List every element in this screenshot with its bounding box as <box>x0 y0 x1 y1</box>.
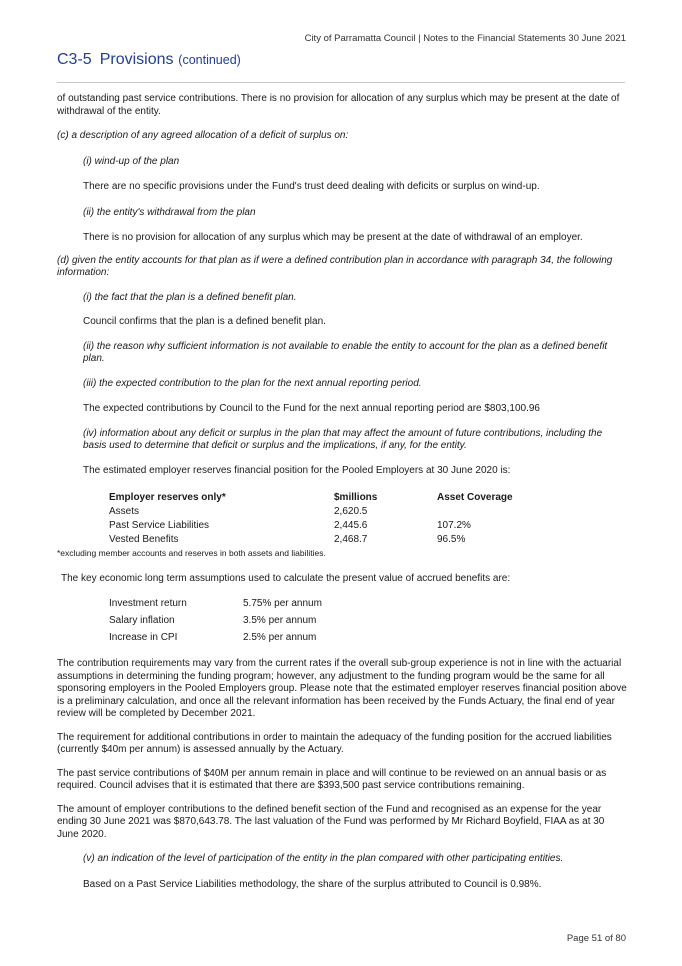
page-number: Page 51 of 80 <box>566 933 626 944</box>
item-text-c-i: There are no specific provisions under the Fund's trust deed dealing with deficits or surplus on wind-up. <box>83 181 540 192</box>
table-cell: Investment return <box>109 598 187 610</box>
item-text-d-iv: The estimated employer reserves financial position for the Pooled Employers at 30 June 2020 is: <box>83 464 511 476</box>
paragraph: The amount of employer contributions to the defined benefit section of the Fund and recognised as an expense for the year ending 30 June 2021 was $870,643.78. The last valuation of the Fund was performed by Mr Richard Boyfield, FIAA as at 30 June 2020. <box>57 803 605 840</box>
table-row <box>109 519 513 533</box>
table-cell: 5.75% per annum <box>243 598 322 610</box>
item-heading-d-v: (v) an indication of the level of participation of the entity in the plan compared with other participating entities. <box>83 853 564 864</box>
assumptions-intro: The key economic long term assumptions used to calculate the present value of accrued benefits are: <box>61 572 511 584</box>
table-cell: Salary inflation <box>109 615 175 627</box>
assumptions-table <box>109 596 322 647</box>
item-heading-d-iv: (iv) information about any deficit or surplus in the plan that may affect the amount of future contributions, including the basis used to determine that deficit or surplus and the implications, if any, for the entity. <box>83 427 603 451</box>
item-heading-c-ii: (ii) the entity's withdrawal from the plan <box>83 206 256 218</box>
table-cell: 3.5% per annum <box>243 615 317 627</box>
table-cell: 2,445.6 <box>334 519 368 531</box>
item-text-d-iii: The expected contributions by Council to the Fund for the next annual reporting period are $803,100.96 <box>83 403 540 414</box>
table-row <box>109 596 322 613</box>
employer-reserves-table <box>109 491 513 547</box>
table-row <box>109 630 322 647</box>
paragraph: The contribution requirements may vary from the current rates if the overall sub-group experience is not in line with the actuarial assumptions in determining the funding program; however, any adjustment to the funding program would be the same for all sponsoring employers in the Pooled Employers group. Please note that the estimated employer reserves financial position above is a preliminary calculation, and once all the relevant information has been received by the Funds Actuary, the final end of year review will be completed by December 2021. <box>57 658 627 719</box>
item-text-d-v: Based on a Past Service Liabilities methodology, the share of the surplus attributed to Council is 0.98%. <box>83 878 542 890</box>
table-cell: Increase in CPI <box>109 632 178 644</box>
item-heading-d-ii: (ii) the reason why sufficient information is not available to enable the entity to account for the plan as a defined benefit plan. <box>83 340 608 364</box>
item-text-c-ii: There is no provision for allocation of any surplus which may be present at the date of withdrawal of an employer. <box>83 232 583 243</box>
title-divider <box>57 82 625 83</box>
table-cell <box>437 505 513 519</box>
item-heading-d-iii: (iii) the expected contribution to the plan for the next annual reporting period. <box>83 377 422 389</box>
table-row <box>109 613 322 630</box>
section-continued: (continued) <box>178 53 241 67</box>
table-cell: Assets <box>109 505 140 517</box>
table-cell: 96.5% <box>437 533 466 545</box>
item-heading-c-i: (i) wind-up of the plan <box>83 155 180 167</box>
section-code: C3-5 <box>57 51 92 68</box>
item-text-d-i: Council confirms that the plan is a defined benefit plan. <box>83 316 326 327</box>
table-footnote: *excluding member accounts and reserves in both assets and liabilities. <box>57 548 326 558</box>
table-row <box>109 533 513 547</box>
subsection-heading-d: (d) given the entity accounts for that plan as if were a defined contribution plan in accordance with paragraph 34, the following information: <box>57 254 613 278</box>
document-body <box>57 93 627 891</box>
subsection-heading-c: (c) a description of any agreed allocation of a deficit of surplus on: <box>57 130 349 141</box>
table-header-row <box>109 491 513 505</box>
column-header: $millions <box>334 491 378 503</box>
section-title <box>57 51 241 69</box>
column-header: Employer reserves only* <box>109 491 226 503</box>
item-heading-d-i: (i) the fact that the plan is a defined benefit plan. <box>83 291 297 303</box>
paragraph: of outstanding past service contributions. There is no provision for allocation of any surplus which may be present at the date of withdrawal of the entity. <box>57 93 620 117</box>
running-header: City of Parramatta Council | Notes to the Financial Statements 30 June 2021 <box>304 33 626 44</box>
section-name: Provisions <box>99 51 174 68</box>
table-cell: 2,620.5 <box>334 505 368 517</box>
table-cell: 107.2% <box>437 519 471 531</box>
paragraph: The past service contributions of $40M per annum remain in place and will continue to be reviewed on an annual basis or as required. Council advises that it is estimated that there are $393,500 past service contributions remaining. <box>57 767 607 791</box>
table-row <box>109 505 513 519</box>
paragraph: The requirement for additional contributions in order to maintain the adequacy of the funding position for the accrued liabilities (currently $40m per annum) is assessed annually by the Actuary. <box>57 731 612 755</box>
table-cell: Vested Benefits <box>109 533 179 545</box>
column-header: Asset Coverage <box>437 491 513 503</box>
table-cell: 2.5% per annum <box>243 632 317 644</box>
table-cell: 2,468.7 <box>334 533 368 545</box>
table-cell: Past Service Liabilities <box>109 519 210 531</box>
